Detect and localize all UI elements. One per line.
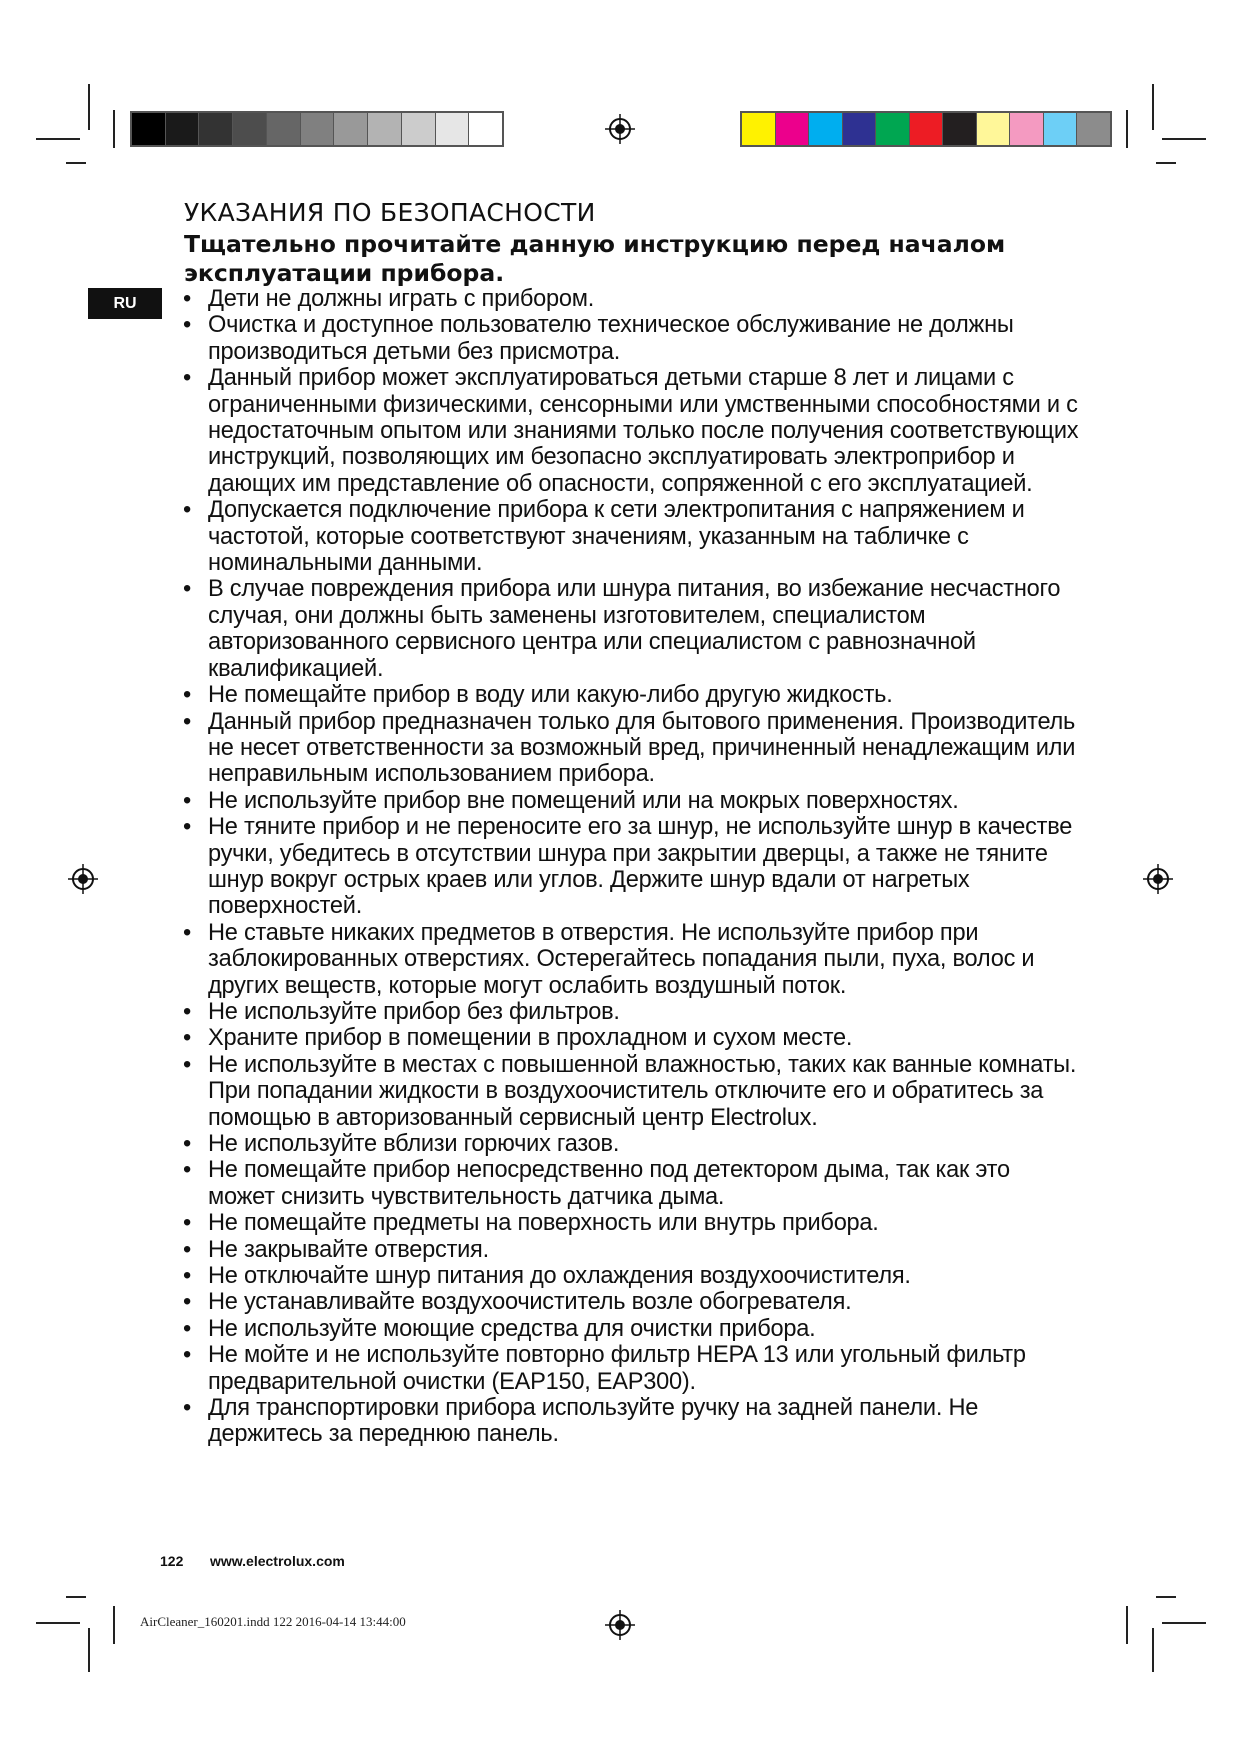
color-swatch: [910, 113, 944, 145]
crop-mark: [66, 162, 86, 164]
list-item: • Данный прибор может эксплуатироваться детьми старше 8 лет и лицами с ограниченными физическими, сенсорными или умственными способностями и с недостаточным опытом или знаниями только после получения соответствующих инструкций, позволяющих им безопасно эксплуатировать электроприбор и дающих им представление об опасности, сопряженной с его эксплуатацией.: [180, 365, 1080, 497]
color-swatch: [1010, 113, 1044, 145]
gray-swatch: [436, 113, 470, 145]
crop-mark: [88, 84, 90, 130]
list-item: • Не используйте прибор без фильтров.: [180, 999, 1080, 1025]
crop-mark: [88, 1628, 90, 1672]
color-swatch: [1077, 113, 1110, 145]
crop-mark: [113, 1606, 115, 1644]
registration-target-icon: [605, 114, 635, 144]
crop-mark: [1156, 162, 1176, 164]
list-item: • Не используйте прибор вне помещений или на мокрых поверхностях.: [180, 788, 1080, 814]
list-item: • Не закрывайте отверстия.: [180, 1237, 1080, 1263]
list-item: • Для транспортировки прибора используйте ручку на задней панели. Не держитесь за переднюю панель.: [180, 1395, 1080, 1448]
color-swatch: [977, 113, 1011, 145]
list-item: • Не ставьте никаких предметов в отверстия. Не используйте прибор при заблокированных отверстиях. Остерегайтесь попадания пыли, пуха, волос и других веществ, которые могут ослабить воздушный поток.: [180, 920, 1080, 999]
language-tab: RU: [88, 288, 162, 319]
list-item: • Не используйте в местах с повышенной влажностью, таких как ванные комнаты. При попадании жидкости в воздухоочиститель отключите его и обратитесь за помощью в авторизованный сервисный центр Electrolux.: [180, 1052, 1080, 1131]
crop-mark: [1126, 1606, 1128, 1644]
color-swatch: [809, 113, 843, 145]
color-swatch: [943, 113, 977, 145]
list-item: • Не мойте и не используйте повторно фильтр HEPA 13 или угольный фильтр предварительной очистки (EAP150, EAP300).: [180, 1342, 1080, 1395]
list-item: • В случае повреждения прибора или шнура питания, во избежание несчастного случая, они должны быть заменены изготовителем, специалистом авторизованного сервисного центра или специалистом с равнозначной квалификацией.: [180, 576, 1080, 682]
gray-swatch: [267, 113, 301, 145]
gray-swatch: [469, 113, 502, 145]
color-swatch: [776, 113, 810, 145]
crop-mark: [1126, 110, 1128, 148]
safety-instructions-list: [180, 286, 1080, 1448]
gray-swatch: [166, 113, 200, 145]
list-item: • Данный прибор предназначен только для бытового применения. Производитель не несет ответственности за возможный вред, причиненный ненадлежащим или неправильным использованием прибора.: [180, 709, 1080, 788]
list-item: • Не помещайте прибор в воду или какую-либо другую жидкость.: [180, 682, 1080, 708]
crop-mark: [36, 138, 80, 140]
gray-swatch: [402, 113, 436, 145]
list-item: • Не используйте моющие средства для очистки прибора.: [180, 1316, 1080, 1342]
crop-mark: [1152, 1628, 1154, 1672]
list-item: • Не устанавливайте воздухоочиститель возле обогревателя.: [180, 1289, 1080, 1315]
crop-mark: [1152, 84, 1154, 130]
registration-target-icon: [68, 864, 98, 894]
list-item: • Не отключайте шнур питания до охлаждения воздухоочистителя.: [180, 1263, 1080, 1289]
gray-swatch: [334, 113, 368, 145]
list-item: • Не помещайте прибор непосредственно под детектором дыма, так как это может снизить чувствительность датчика дыма.: [180, 1157, 1080, 1210]
section-heading: УКАЗАНИЯ ПО БЕЗОПАСНОСТИ: [184, 198, 596, 227]
color-swatch: [843, 113, 877, 145]
gray-swatch: [233, 113, 267, 145]
gray-swatch: [368, 113, 402, 145]
gray-swatch: [199, 113, 233, 145]
list-item: • Допускается подключение прибора к сети электропитания с напряжением и частотой, которые соответствуют значениям, указанным на табличке с номинальными данными.: [180, 497, 1080, 576]
crop-mark: [36, 1622, 80, 1624]
registration-target-icon: [1143, 864, 1173, 894]
page-number: 122: [160, 1553, 184, 1569]
registration-target-icon: [605, 1610, 635, 1640]
color-swatch: [1044, 113, 1078, 145]
print-slug: AirCleaner_160201.indd 122 2016-04-14 13:44:00: [140, 1614, 406, 1629]
list-item: • Не помещайте предметы на поверхность или внутрь прибора.: [180, 1210, 1080, 1236]
gray-swatch: [132, 113, 166, 145]
crop-mark: [66, 1596, 86, 1598]
grayscale-calibration-bar: [130, 111, 504, 147]
color-calibration-bar: [740, 111, 1112, 147]
list-item: • Не тяните прибор и не переносите его за шнур, не используйте шнур в качестве ручки, убедитесь в отсутствии шнура при закрытии дверцы, а также не тяните шнур вокруг острых краев или углов. Держите шнур вдали от нагретых поверхностей.: [180, 814, 1080, 920]
list-item: • Храните прибор в помещении в прохладном и сухом месте.: [180, 1025, 1080, 1051]
crop-mark: [1156, 1596, 1176, 1598]
list-item: • Очистка и доступное пользователю техническое обслуживание не должны производиться детьми без присмотра.: [180, 312, 1080, 365]
color-swatch: [876, 113, 910, 145]
crop-mark: [113, 110, 115, 148]
crop-mark: [1162, 138, 1206, 140]
list-item: • Не используйте вблизи горючих газов.: [180, 1131, 1080, 1157]
lead-paragraph: Тщательно прочитайте данную инструкцию перед началом эксплуатации прибора.: [184, 230, 1006, 287]
gray-swatch: [301, 113, 335, 145]
footer-url: www.electrolux.com: [210, 1553, 345, 1569]
list-item: • Дети не должны играть с прибором.: [180, 286, 1080, 312]
color-swatch: [742, 113, 776, 145]
crop-mark: [1162, 1622, 1206, 1624]
